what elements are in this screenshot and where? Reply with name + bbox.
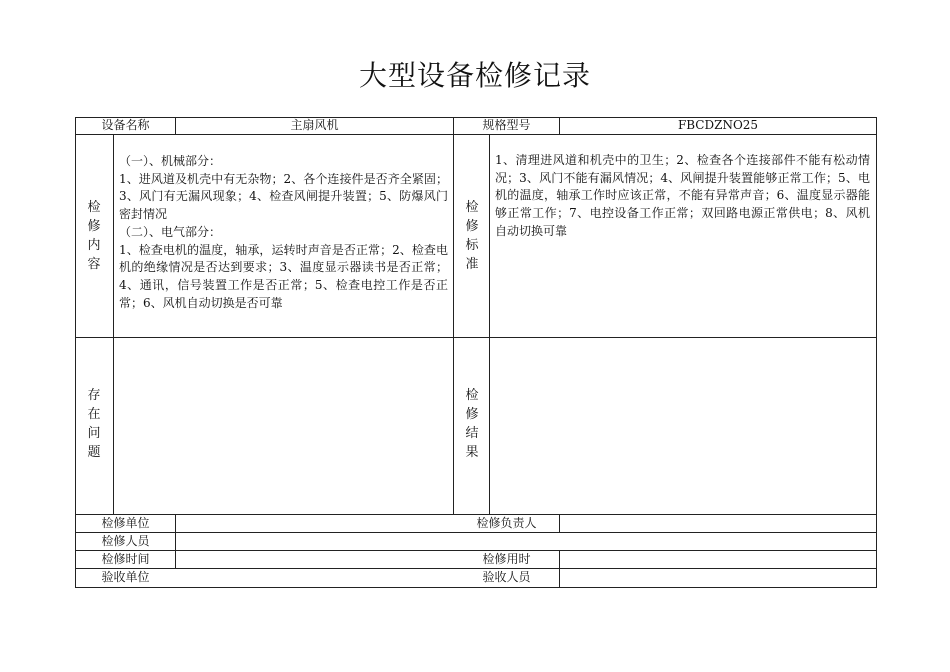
divider: [75, 134, 877, 135]
model-label: 规格型号: [482, 118, 531, 132]
inspection-standard-text[interactable]: 1、清理进风道和机壳中的卫生；2、检查各个连接部件不能有松动情况；3、风门不能有漏风情况；4、风闸提升装置能够正常工作；5、电机的温度，轴承工作时应该正常，不能有异常声音；6、温度显示器能够正常工作；7、电控设备工作正常；双回路电源正常供电；8、风机自动切换可靠: [495, 153, 870, 238]
maintenance-time-value[interactable]: [176, 550, 453, 568]
maintenance-leader-value[interactable]: [560, 514, 876, 532]
acceptor-label: 验收人员: [482, 570, 531, 584]
maintenance-unit-value[interactable]: [176, 514, 453, 532]
divider: [113, 134, 114, 514]
mechanical-items: 1、进风道及机壳中有无杂物；2、各个连接件是否齐全紧固；3、风门有无漏风现象；4、检查风闸提升装置；5、防爆风门密封情况: [119, 171, 448, 222]
inspection-standard-label: 检修标准: [465, 200, 479, 272]
equipment-name-label: 设备名称: [101, 118, 150, 132]
maintenance-personnel-label: 检修人员: [101, 533, 150, 548]
page-title: 大型设备检修记录: [358, 59, 591, 92]
model-value[interactable]: FBCDZNO25: [677, 118, 759, 132]
issues-label: 存在问题: [87, 388, 101, 460]
acceptor-value[interactable]: [560, 568, 876, 587]
divider: [75, 337, 877, 338]
maintenance-unit-label: 检修单位: [101, 515, 150, 530]
maintenance-leader-label: 检修负责人: [476, 515, 537, 530]
maintenance-duration-label: 检修用时: [482, 551, 531, 566]
result-label: 检修结果: [465, 388, 479, 460]
acceptance-unit-label: 验收单位: [101, 570, 150, 584]
divider: [453, 134, 454, 514]
mechanical-heading: （一）、机械部分：: [119, 154, 222, 168]
inspection-content-text[interactable]: [119, 153, 448, 312]
inspection-content-label: 检修内容: [87, 200, 101, 272]
equipment-name-value[interactable]: 主扇风机: [290, 118, 339, 132]
electrical-items: 1、检查电机的温度，轴承，运转时声音是否正常；2、检查电机的绝缘情况是否达到要求；3、温度显示器读书是否正常；4、通讯，信号装置工作是否正常；5、检查电控工作是否正常；6、风机自动切换是否可靠: [119, 242, 448, 310]
acceptance-unit-value[interactable]: [176, 568, 453, 587]
maintenance-personnel-value[interactable]: [176, 532, 876, 550]
divider: [489, 134, 490, 514]
electrical-heading: （二）、电气部分：: [119, 224, 222, 239]
maintenance-duration-value[interactable]: [560, 550, 876, 568]
maintenance-time-label: 检修时间: [101, 551, 150, 566]
